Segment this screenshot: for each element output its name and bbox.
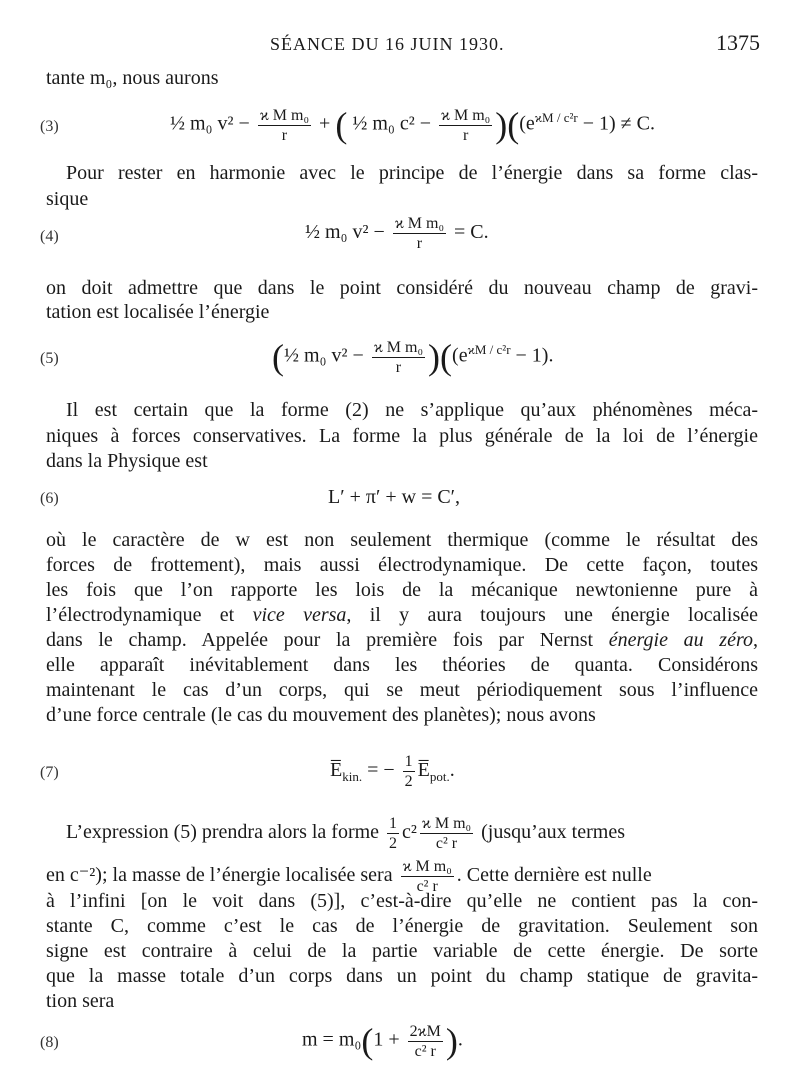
equation-8 [302,1020,463,1062]
text-line: d’une force centrale (le cas du mouvement des planètes); nous avons [46,704,596,726]
denominator: 2 [404,773,413,790]
text-line: dans la Physique est [46,450,208,472]
equation-number: (4) [40,228,59,245]
text-line [46,603,758,628]
running-title: SÉANCE DU 16 JUIN 1930. [270,34,505,54]
text-line: tante m₀, nous aurons [46,67,219,89]
text-line: que la masse totale d’un corps dans un point du champ statique de gravita- [46,965,758,987]
text-line: tion sera [46,990,115,1012]
eq-term: ½ m₀ v² − [170,112,250,135]
eq-term: E̅ [330,759,343,782]
numerator: ϰ M m₀ [394,215,445,232]
text-span: c² [402,821,417,844]
equation-7 [330,752,455,791]
eq-term: − 1) ≠ C. [577,112,655,135]
subscript: kin. [342,769,363,785]
text-line: stante C, comme c’est le cas de l’énergie de gravitation. Seulement son [46,915,758,937]
exponent: ϰM / c²r [534,109,578,125]
text-line [66,814,758,853]
paren: ( [507,105,520,145]
denominator: r [416,235,423,252]
denominator: r [395,358,402,376]
italic-span: vice versa [252,604,347,626]
eq-term: . [457,1028,463,1051]
denominator: c² r [414,1042,436,1060]
eq-term: = − [362,759,395,782]
text-span: en c⁻²); la masse de l’énergie localisée sera [46,864,393,887]
equation-number: (3) [40,118,59,135]
text-line: on doit admettre que dans le point considéré du nouveau champ de gravi- [46,277,758,299]
text-line: elle apparaît inévitablement dans les théories de quanta. Considérons [46,654,758,676]
denominator: r [281,126,288,144]
text-line: tation est localisée l’énergie [46,301,270,323]
numerator: 2ϰM [409,1022,441,1040]
fraction [420,814,473,853]
text-line: maintenant le cas d’un corps, qui se meut périodiquement sous l’influence [46,679,758,701]
page-number: 1375 [716,30,760,55]
eq-term: ½ m₀ v² − [305,221,385,244]
equation-4 [305,214,489,253]
text-line: sique [46,188,89,210]
text-line [46,628,758,653]
eq-term: 1 + [373,1028,400,1051]
text-span: dans le champ. Appelée pour la première fois par Nernst [46,629,609,651]
numerator: 1 [389,815,398,832]
text-line: Il est certain que la forme (2) ne s’applique qu’aux phénomènes méca- [66,399,758,421]
eq-term: m = m₀ [302,1028,362,1051]
numerator: ϰ M m₀ [421,815,472,832]
paren: ( [335,105,348,145]
eq-term: E̅ [417,759,430,782]
text-line: niques à forces conservatives. La forme la plus générale de la loi de l’énergie [46,425,758,447]
eq-term: − 1). [510,344,554,367]
text-span: , il y aura toujours une énergie localisée [346,604,758,626]
numerator: ϰ M m₀ [441,106,491,124]
fraction [439,106,492,145]
paren: ) [428,337,441,377]
denominator: r [462,126,469,144]
eq-term: + [319,112,336,135]
text-span: . Cette dernière est nulle [456,864,652,887]
paren: ( [440,337,453,377]
text-span: (jusqu’aux termes [481,821,625,844]
paren: ) [495,105,508,145]
subscript: pot. [429,769,450,785]
eq-term: ½ m₀ v² − [284,344,364,367]
equation-number: (6) [40,490,59,507]
equation-number: (5) [40,350,59,367]
equation-number: (8) [40,1034,59,1051]
text-span: , [753,629,758,651]
text-line: signe est contraire à celui de la partie variable de cette énergie. De sorte [46,940,758,962]
denominator: c² r [435,835,458,852]
fraction [258,106,311,145]
eq-term: ½ m₀ c² − [352,112,431,135]
numerator: ϰ M m₀ [402,858,452,875]
equation-5 [272,336,553,378]
fraction [403,752,415,791]
paren: ) [445,1021,458,1061]
text-line: forces de frottement), mais aussi électrodynamique. De cette façon, toutes [46,554,758,576]
text-line: Pour rester en harmonie avec le principe de l’énergie dans sa forme clas- [66,162,758,184]
denominator: 2 [389,835,398,852]
numerator: ϰ M m₀ [259,106,310,124]
text-line: les fois que l’on rapporte les lois de la mécanique newtonienne pure à [46,579,758,601]
numerator: ϰ M m₀ [373,338,424,356]
eq-term: = C. [454,221,489,244]
page-header [0,30,789,62]
denominator: c² r [416,878,438,895]
fraction [393,214,446,253]
numerator: 1 [404,753,413,770]
equation-6: L′ + π′ + w = C′, [328,486,461,508]
fraction [387,814,399,853]
paren: ( [361,1021,374,1061]
exponent: ϰM / c²r [467,341,511,357]
text-line: à l’infini [on le voit dans (5)], c’est-à-dire qu’elle ne contient pas la con- [46,890,758,912]
paren: ( [272,337,284,377]
eq-term: . [449,759,455,782]
text-line: où le caractère de w est non seulement thermique (comme le résultat des [46,529,758,551]
text-span: l’électrodynamique et [46,604,253,626]
fraction [408,1022,443,1061]
text-span: L’expression (5) prendra alors la forme [66,821,380,844]
equation-number: (7) [40,764,59,781]
equation-3 [170,104,655,146]
italic-span: énergie au zéro [608,629,753,651]
eq-term: (e [452,344,468,367]
eq-term: (e [519,112,535,135]
fraction [372,338,425,377]
